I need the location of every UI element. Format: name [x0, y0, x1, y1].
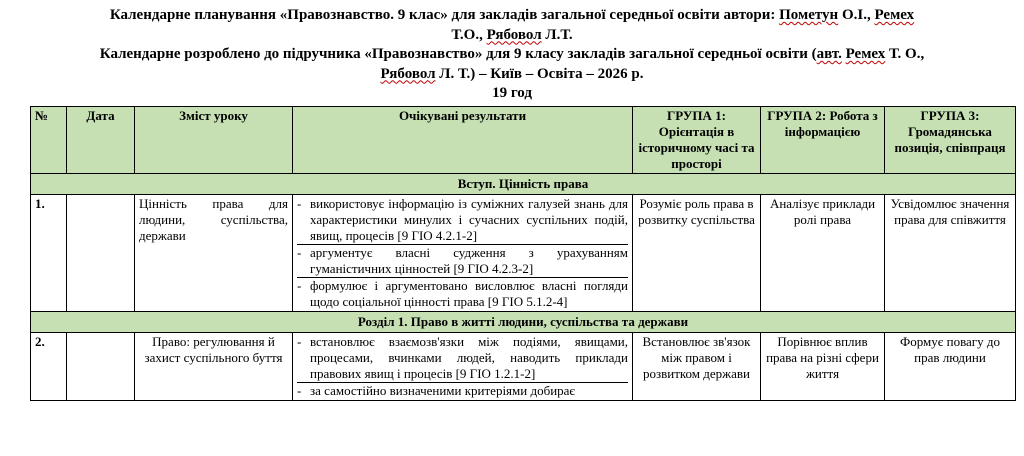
row-results	[293, 195, 633, 312]
col-group1-header: ГРУПА 1: Орієнтація в історичному часі та просторі	[633, 107, 761, 174]
row-group2: Порівнює вплив права на різні сфери життя	[761, 333, 885, 401]
row-group1: Розуміє роль права в розвитку суспільства	[633, 195, 761, 312]
col-date-header: Дата	[67, 107, 135, 174]
result-item: - встановлює взаємозв'язки між подіями, явищами, процесами, вчинками людей, наводить приклади правових явищ і процесів [9 ГІО 1.2.1-2]	[301, 334, 628, 382]
col-group2-header: ГРУПА 2: Робота з інформацією	[761, 107, 885, 174]
row-date	[67, 333, 135, 401]
calendar-plan-table	[30, 106, 1016, 401]
result-item: - використовує інформацію із суміжних галузей знань для характеристики минулих і сучасних суспільних подій, явищ, процесів [9 ГІО 4.2.1-2]	[301, 196, 628, 244]
table-header-row	[31, 107, 1016, 174]
table-row	[31, 333, 1016, 401]
section-title: Вступ. Цінність права	[31, 174, 1016, 195]
result-item: - аргументує власні судження з урахуванням гуманістичних цінностей [9 ГІО 4.2.3-2]	[297, 244, 628, 277]
title-line-2: Т.О., Рябовол Л.Т.	[451, 26, 573, 43]
row-number: 1.	[31, 195, 67, 312]
result-item: - формулює і аргументовано висловлює власні погляди щодо соціальної цінності права [9 ГІО 5.1.2-4]	[297, 277, 628, 310]
hours-total: 19 год	[492, 85, 532, 101]
col-group3-header: ГРУПА 3: Громадянська позиція, співпраця	[885, 107, 1016, 174]
row-results	[293, 333, 633, 401]
row-content: Право: регулювання й захист суспільного буття	[135, 333, 293, 401]
col-num-header: №	[31, 107, 67, 174]
subtitle-line-2: Рябовол Л. Т.) – Київ – Освіта – 2026 р.	[380, 65, 644, 82]
document-header	[0, 6, 1024, 104]
section-row	[31, 174, 1016, 195]
subtitle-line-1: Календарне розроблено до підручника «Правознавство» для 9 класу закладів загальної середньої освіти (авт. Ремех Т. О.,	[99, 46, 925, 62]
row-number: 2.	[31, 333, 67, 401]
row-content: Цінність права для людини, суспільства, держави	[135, 195, 293, 312]
table-row	[31, 195, 1016, 312]
row-group1: Встановлює зв'язок між правом і розвитком держави	[633, 333, 761, 401]
title-line-1: Календарне планування «Правознавство. 9 клас» для закладів загальної середньої освіти автори: Пометун О.І., Ремех	[109, 7, 915, 23]
row-group2: Аналізує приклади ролі права	[761, 195, 885, 312]
result-item: - за самостійно визначеними критеріями добирає	[297, 382, 628, 399]
row-date	[67, 195, 135, 312]
row-group3: Усвідомлює значення права для співжиття	[885, 195, 1016, 312]
section-title: Розділ 1. Право в житті людини, суспільства та держави	[31, 312, 1016, 333]
col-results-header: Очікувані результати	[293, 107, 633, 174]
col-content-header: Зміст уроку	[135, 107, 293, 174]
row-group3: Формує повагу до прав людини	[885, 333, 1016, 401]
section-row	[31, 312, 1016, 333]
